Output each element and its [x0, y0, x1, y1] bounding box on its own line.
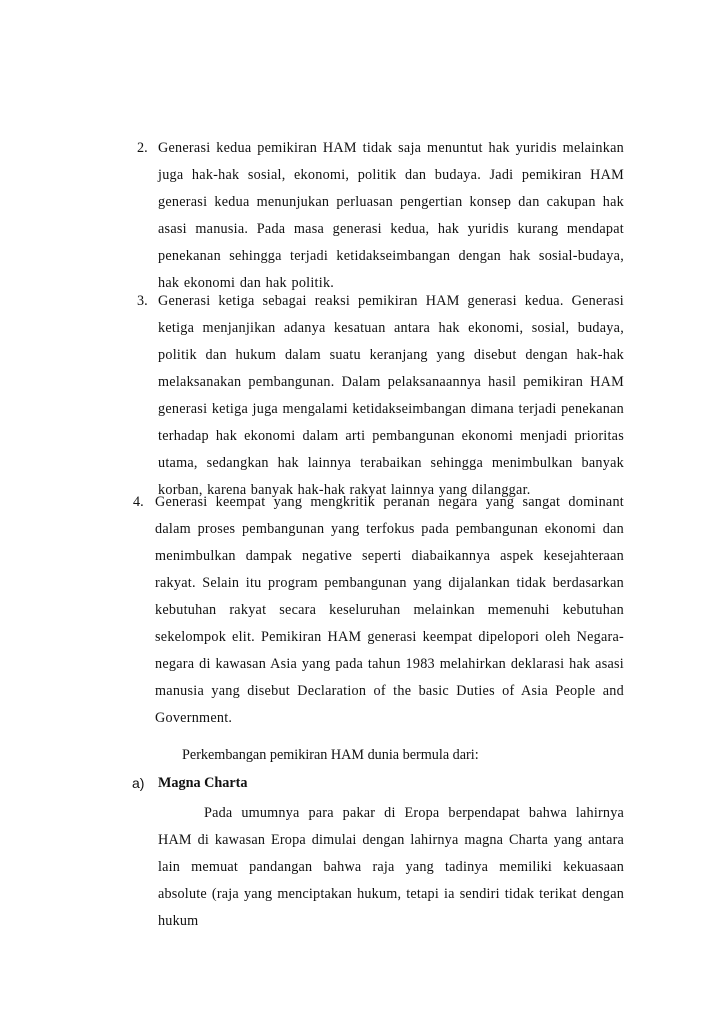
list-item-2-marker: 2. — [137, 140, 148, 156]
list-item-2-text: Generasi kedua pemikiran HAM tidak saja menuntut hak yuridis melainkan juga hak-hak sosial, ekonomi, politik dan budaya. Jadi pemikiran HAM generasi kedua menunjukan perluasan pengertian konsep dan cakupan hak asasi manusia. Pada masa generasi kedua, hak yuridis kurang mendapat penekanan sehingga terjadi ketidakseimbangan dengan hak sosial-budaya, hak ekonomi dan hak politik. — [158, 140, 624, 291]
list-item-4-marker: 4. — [133, 494, 144, 510]
section-marker: a) — [132, 775, 145, 791]
section-heading: Magna Charta — [158, 775, 248, 791]
list-item-3 — [137, 288, 624, 504]
list-item-4-text: Generasi keempat yang mengkritik peranan negara yang sangat dominant dalam proses pembangunan yang terfokus pada pembangunan ekonomi dan menimbulkan dampak negative seperti diabaikannya aspek kesejahteraan rakyat. Selain itu program pembangunan yang dijalankan tidak berdasarkan kebutuhan rakyat secara keseluruhan melainkan memenuhi kebutuhan sekelompok elit. Pemikiran HAM generasi keempat dipelopori oleh Negara-negara di kawasan Asia yang pada tahun 1983 melahirkan deklarasi hak asasi manusia yang disebut Declaration of the basic Duties of Asia People and Government. — [155, 494, 624, 726]
intro-paragraph: Perkembangan pemikiran HAM dunia bermula dari: — [182, 747, 479, 763]
list-item-4 — [133, 489, 624, 732]
section-magna-charta — [132, 770, 624, 935]
section-body-text: Pada umumnya para pakar di Eropa berpendapat bahwa lahirnya HAM di kawasan Eropa dimulai dengan lahirnya magna Charta yang antara lain memuat pandangan bahwa raja yang tadinya memiliki kekuasaan absolute (raja yang menciptakan hukum, tetapi ia sendiri tidak terikat dengan hukum — [158, 805, 624, 929]
list-item-3-marker: 3. — [137, 293, 148, 309]
list-item-2 — [137, 135, 624, 297]
list-item-3-text: Generasi ketiga sebagai reaksi pemikiran HAM generasi kedua. Generasi ketiga menjanjikan adanya kesatuan antara hak ekonomi, sosial, budaya, politik dan hukum dalam suatu keranjang yang disebut dengan hak-hak melaksanakan pembangunan. Dalam pelaksanaannya hasil pemikiran HAM generasi ketiga juga mengalami ketidakseimbangan dimana terjadi penekanan terhadap hak ekonomi dalam arti pembangunan ekonomi menjadi prioritas utama, sedangkan hak lainnya terabaikan sehingga menimbulkan banyak korban, karena banyak hak-hak rakyat lainnya yang dilanggar. — [158, 293, 624, 498]
